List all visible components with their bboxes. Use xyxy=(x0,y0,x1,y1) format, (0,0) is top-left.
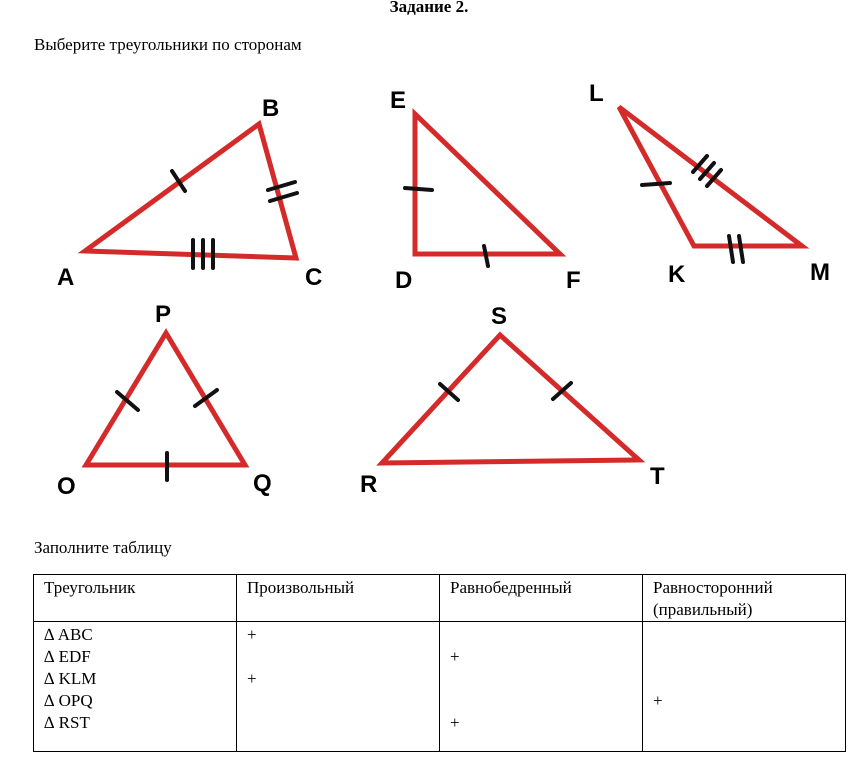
vertex-label-s: S xyxy=(491,303,508,330)
mark xyxy=(450,624,632,646)
row-name: ∆ RST xyxy=(44,713,90,732)
vertex-label-f: F xyxy=(566,267,581,294)
triangle-klm-shape xyxy=(619,107,802,246)
mark: + xyxy=(450,713,460,732)
vertex-label-r: R xyxy=(360,471,378,498)
mark xyxy=(653,668,835,690)
vertex-label-l: L xyxy=(589,80,604,107)
vertex-label-e: E xyxy=(390,87,407,114)
col-equilateral xyxy=(643,622,846,752)
header-isosceles: Равнобедренный xyxy=(440,575,643,622)
col-isosceles xyxy=(440,622,643,752)
vertex-label-k: K xyxy=(668,261,686,288)
tick-bc-1 xyxy=(268,182,295,190)
mark: + xyxy=(450,647,460,666)
triangle-opq xyxy=(57,301,272,500)
mark xyxy=(247,690,429,712)
header-triangle: Треугольник xyxy=(34,575,237,622)
vertex-label-t: T xyxy=(650,463,665,490)
mark: + xyxy=(653,691,663,710)
instruction-table: Заполните таблицу xyxy=(34,538,172,557)
triangle-edf-shape xyxy=(415,114,560,254)
row-name: ∆ OPQ xyxy=(44,691,93,710)
tick-df xyxy=(484,246,488,266)
row-name: ∆ KLM xyxy=(44,669,97,688)
vertex-label-d: D xyxy=(395,267,413,294)
triangle-edf xyxy=(390,87,581,294)
triangle-abc xyxy=(57,95,322,291)
header-arbitrary: Произвольный xyxy=(237,575,440,622)
instruction: Выберите треугольники по сторонам xyxy=(34,35,302,54)
mark xyxy=(450,690,632,712)
tick-km-2 xyxy=(739,236,743,262)
tick-km-1 xyxy=(729,236,733,262)
triangle-rst xyxy=(360,303,665,498)
tick-bc-2 xyxy=(270,193,297,201)
mark xyxy=(653,646,835,668)
tick-lk xyxy=(642,183,670,185)
table-header-row xyxy=(34,575,846,622)
vertex-label-q: Q xyxy=(253,470,272,497)
mark: + xyxy=(247,669,257,688)
triangle-abc-shape xyxy=(85,124,296,258)
mark xyxy=(247,712,429,734)
vertex-label-m: M xyxy=(810,259,830,286)
vertex-label-a: A xyxy=(57,264,75,291)
col-triangle xyxy=(34,622,237,752)
triangle-klm xyxy=(589,80,830,288)
row-name: ∆ EDF xyxy=(44,647,91,666)
vertex-label-o: O xyxy=(57,473,76,500)
task-title: Задание 2. xyxy=(389,0,469,16)
table-body-row xyxy=(34,622,846,752)
header-equilateral: Равносторонний (правильный) xyxy=(643,575,846,622)
row-name: ∆ ABC xyxy=(44,625,93,644)
triangle-rst-shape xyxy=(382,335,639,463)
triangle-opq-shape xyxy=(86,333,245,465)
tick-ed xyxy=(405,188,432,190)
mark xyxy=(450,668,632,690)
col-arbitrary xyxy=(237,622,440,752)
mark: + xyxy=(247,625,257,644)
vertex-label-c: C xyxy=(305,264,323,291)
mark xyxy=(653,712,835,734)
mark xyxy=(653,624,835,646)
mark xyxy=(247,646,429,668)
classification-table xyxy=(33,574,846,752)
vertex-label-b: B xyxy=(262,95,280,122)
vertex-label-p: P xyxy=(155,301,172,328)
